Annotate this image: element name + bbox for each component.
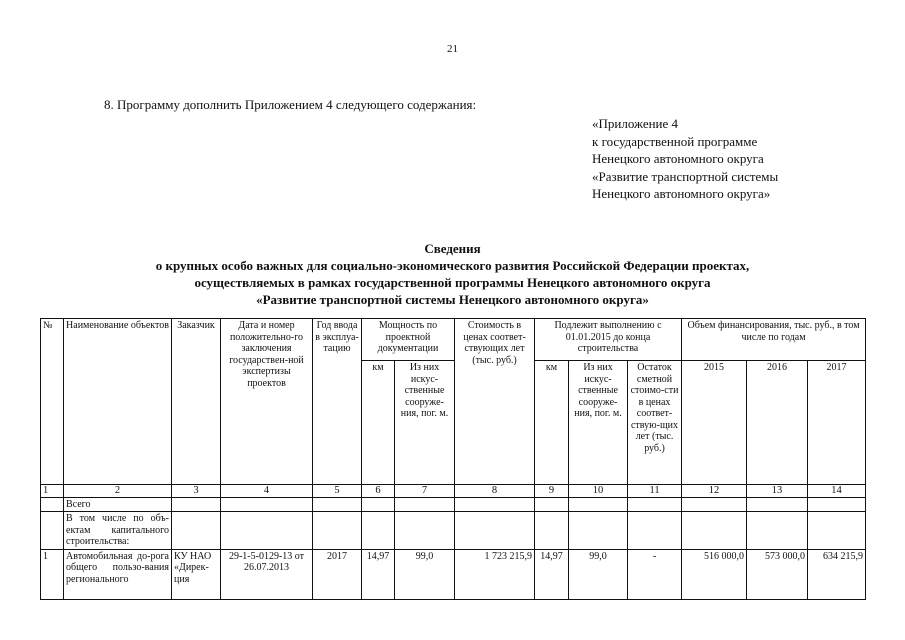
annex-line: «Приложение 4 xyxy=(592,116,679,131)
cell-empty xyxy=(808,497,866,512)
heading-title: Сведения xyxy=(424,241,481,256)
total-row xyxy=(41,497,866,512)
funding-2017: 634 215,9 xyxy=(808,549,866,599)
cell-empty xyxy=(535,512,569,550)
cell-empty xyxy=(747,512,808,550)
cell-empty xyxy=(535,497,569,512)
col-header-capacity: Мощность по проектной документации xyxy=(362,319,455,361)
cell-empty xyxy=(808,512,866,550)
amendment-paragraph: 8. Программу дополнить Приложением 4 следующего содержания: xyxy=(104,97,477,112)
col-header-customer: Заказчик xyxy=(172,319,221,485)
object-name: Автомобильная до-рога общего пользо-вания регионального xyxy=(64,549,172,599)
capacity-km: 14,97 xyxy=(362,549,395,599)
cell-empty xyxy=(628,512,682,550)
row-number: 1 xyxy=(41,549,64,599)
cell-empty xyxy=(455,497,535,512)
page-number: 21 xyxy=(447,43,458,55)
cell-empty xyxy=(172,497,221,512)
column-number: 5 xyxy=(313,485,362,498)
customer: КУ НАО «Дирек-ция xyxy=(172,549,221,599)
column-number: 6 xyxy=(362,485,395,498)
col-header-no: № xyxy=(41,319,64,485)
cost: 1 723 215,9 xyxy=(455,549,535,599)
cell-empty xyxy=(362,497,395,512)
column-number: 2 xyxy=(64,485,172,498)
column-number: 3 xyxy=(172,485,221,498)
col-header-2015: 2015 xyxy=(682,361,747,485)
including-label: В том числе по объ-ектам капитального строительства: xyxy=(64,512,172,550)
col-header-2017: 2017 xyxy=(808,361,866,485)
cell-empty xyxy=(395,512,455,550)
cell-empty xyxy=(41,497,64,512)
including-row xyxy=(41,512,866,550)
col-header-capacity-km: км xyxy=(362,361,395,485)
heading-line: «Развитие транспортной системы Ненецкого автономного округа» xyxy=(256,292,649,307)
column-number: 7 xyxy=(395,485,455,498)
remaining-km: 14,97 xyxy=(535,549,569,599)
heading-line: о крупных особо важных для социально-экономического развития Российской Федерации проектах, xyxy=(155,258,750,273)
col-header-2016: 2016 xyxy=(747,361,808,485)
cell-empty xyxy=(221,512,313,550)
cell-empty xyxy=(747,497,808,512)
column-number: 4 xyxy=(221,485,313,498)
col-header-rem-art: Из них искус-ственные сооруже-ния, пог. м. xyxy=(569,361,628,485)
projects-table xyxy=(40,318,866,600)
cell-empty xyxy=(395,497,455,512)
column-number: 13 xyxy=(747,485,808,498)
cell-empty xyxy=(569,512,628,550)
funding-2015: 516 000,0 xyxy=(682,549,747,599)
document-heading xyxy=(0,240,905,308)
col-header-cost: Стоимость в ценах соответ-ствующих лет (тыс. руб.) xyxy=(455,319,535,485)
cell-empty xyxy=(455,512,535,550)
col-header-name: Наименование объектов xyxy=(64,319,172,485)
heading-line: осуществляемых в рамках государственной программы Ненецкого автономного округа xyxy=(194,275,711,290)
col-header-funding: Объем финансирования, тыс. руб., в том числе по годам xyxy=(682,319,866,361)
annex-line: к государственной программе xyxy=(592,133,758,149)
cell-empty xyxy=(362,512,395,550)
cell-empty xyxy=(313,497,362,512)
column-number: 1 xyxy=(41,485,64,498)
remaining-balance: - xyxy=(628,549,682,599)
column-number: 10 xyxy=(569,485,628,498)
column-number: 11 xyxy=(628,485,682,498)
commission-year: 2017 xyxy=(313,549,362,599)
col-header-rem-km: км xyxy=(535,361,569,485)
col-header-rem-balance: Остаток сметной стоимо-сти в ценах соответ-ствую-щих лет (тыс. руб.) xyxy=(628,361,682,485)
header-row xyxy=(41,319,866,361)
table-row xyxy=(41,549,866,599)
remaining-art: 99,0 xyxy=(569,549,628,599)
annex-line: Ненецкого автономного округа» xyxy=(592,186,771,201)
cell-empty xyxy=(628,497,682,512)
expertise: 29-1-5-0129-13 от 26.07.2013 xyxy=(221,549,313,599)
total-label: Всего xyxy=(64,497,172,512)
cell-empty xyxy=(172,512,221,550)
funding-2016: 573 000,0 xyxy=(747,549,808,599)
col-header-expertise: Дата и номер положительно-го заключения государствен-ной экспертизы проектов xyxy=(221,319,313,485)
col-header-remaining: Подлежит выполнению с 01.01.2015 до конца строительства xyxy=(535,319,682,361)
cell-empty xyxy=(313,512,362,550)
column-number: 9 xyxy=(535,485,569,498)
capacity-art: 99,0 xyxy=(395,549,455,599)
annex-line: «Развитие транспортной системы xyxy=(592,168,779,184)
column-number: 14 xyxy=(808,485,866,498)
col-header-year: Год ввода в эксплуа-тацию xyxy=(313,319,362,485)
cell-empty xyxy=(682,512,747,550)
column-number: 8 xyxy=(455,485,535,498)
cell-empty xyxy=(221,497,313,512)
cell-empty xyxy=(569,497,628,512)
cell-empty xyxy=(41,512,64,550)
annex-caption xyxy=(592,115,778,203)
annex-line: Ненецкого автономного округа xyxy=(592,151,764,166)
cell-empty xyxy=(682,497,747,512)
column-numbers-row xyxy=(41,485,866,498)
column-number: 12 xyxy=(682,485,747,498)
col-header-capacity-art: Из них искус-ственные сооруже-ния, пог. м. xyxy=(395,361,455,485)
